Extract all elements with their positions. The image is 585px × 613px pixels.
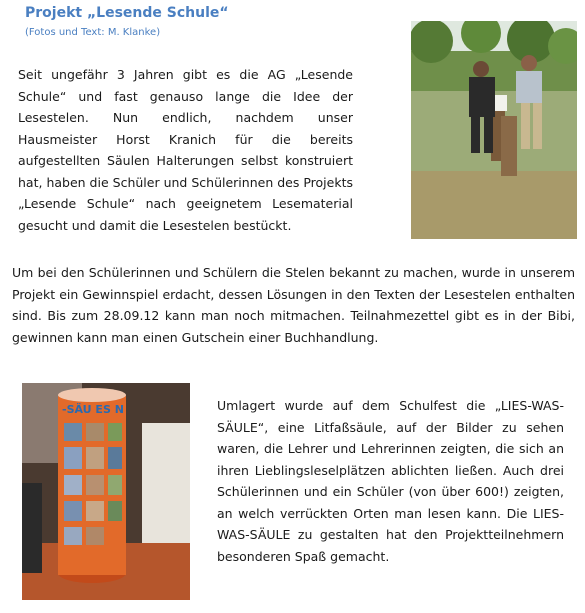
- paragraph-intro: Seit ungefähr 3 Jahren gibt es die AG „Lesende Schule“ und fast genauso lange die Idee der Lesestelen. Nun endlich, nachdem unser Hausmeister Horst Kranich für die bereits aufgestellten Säulen Halterungen selbst konstruiert hat, haben die Schüler und Schülerinnen des Projekts „Lesende Schule“ nach geeignetem Lesematerial gesucht und damit die Lesestelen bestückt.: [18, 67, 353, 233]
- saeule-banner-text: -SÄU ES N: [62, 403, 124, 416]
- photo-credit: (Fotos und Text: M. Klanke): [25, 27, 161, 38]
- page-title: Projekt „Lesende Schule“: [25, 5, 229, 21]
- paragraph-contest: Um bei den Schülerinnen und Schülern die Stelen bekannt zu machen, wurde in unserem Projekt ein Gewinnspiel erdacht, dessen Lösungen in den Texten der Lesestelen enthalten sind. Bis zum 28.09.12 kann man noch mitmachen. Teilnahmezettel gibt es in der Bibi, gewinnen kann man einen Gutschein einer Buchhandlung.: [12, 265, 575, 345]
- photo-students-at-reading-stele: [411, 21, 577, 239]
- photo-lies-was-saeule: [22, 383, 190, 600]
- paragraph-schulfest: Umlagert wurde auf dem Schulfest die „LIES-WAS-SÄULE“, eine Litfaßsäule, auf der Bilder zu sehen waren, die Lehrer und Lehrerinnen zeigten, die sich an ihren Lieblingsleselplätzen ablichten ließen. Auch drei Schülerinnen und ein Schüler (von über 600!) zeigten, an welch verrückten Orten man lesen kann. Die LIES-WAS-SÄULE zu gestalten hat den Projektteilnehmern besonderen Spaß gemacht.: [217, 398, 564, 564]
